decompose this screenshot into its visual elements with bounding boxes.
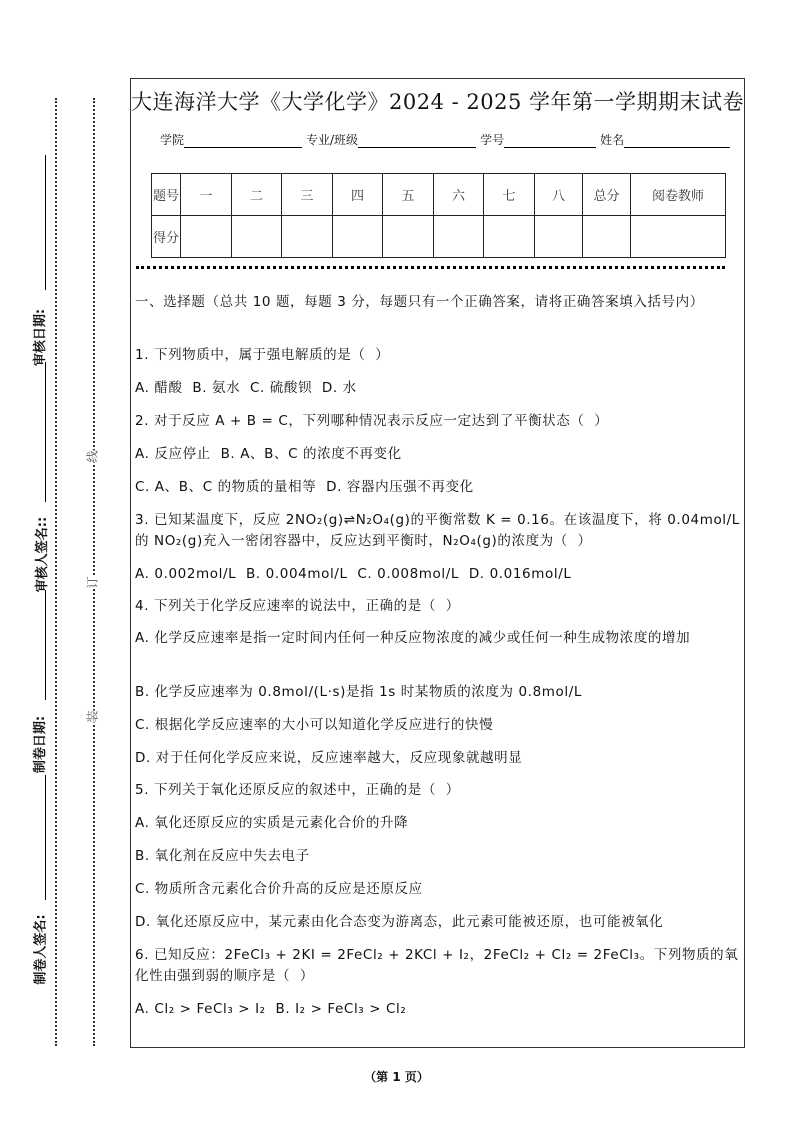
question-5-option-d: D. 氧化还原反应中，某元素由化合态变为游离态，此元素可能被还原，也可能被氧化 xyxy=(135,914,664,930)
question-4-option-d: D. 对于任何化学反应来说，反应速率越大，反应现象就越明显 xyxy=(135,750,523,766)
question-5-option-b: B. 氧化剂在反应中失去电子 xyxy=(135,848,310,864)
score-cell[interactable] xyxy=(333,216,383,258)
question-4-option-b: B. 化学反应速率为 0.8mol/(L·s)是指 1s 时某物质的浓度为 0.8mol/L xyxy=(135,684,582,700)
make-date-label: 制卷日期: xyxy=(33,715,49,774)
row-label: 得分 xyxy=(152,216,181,258)
question-1-options: A. 醋酸 B. 氨水 C. 硫酸钡 D. 水 xyxy=(135,380,357,396)
student-info xyxy=(160,131,734,148)
table-row xyxy=(152,174,726,216)
header-cell: 五 xyxy=(383,174,434,216)
name-field[interactable] xyxy=(624,133,730,148)
reviewer-sign-label: 审核人签名:: xyxy=(35,516,51,593)
question-6-options: A. Cl₂ > FeCl₃ > I₂ B. I₂ > FeCl₃ > Cl₂ xyxy=(135,1001,407,1017)
question-3: 3. 已知某温度下，反应 2NO₂(g)⇌N₂O₄(g)的平衡常数 K = 0.16。在该温度下，将 0.04mol/L 的 NO₂(g)充入一密闭容器中，反应达到平衡时，N₂O₄(g)的浓度为（ ） xyxy=(135,512,745,549)
college-field[interactable] xyxy=(184,133,302,148)
question-4-option-c: C. 根据化学反应速率的大小可以知道化学反应进行的快慢 xyxy=(135,717,494,733)
question-5-option-c: C. 物质所含元素化合价升高的反应是还原反应 xyxy=(135,881,423,897)
score-table xyxy=(151,173,726,258)
score-cell[interactable] xyxy=(484,216,535,258)
divider xyxy=(136,266,725,269)
reviewer-sign-blank xyxy=(45,362,46,502)
header-cell: 二 xyxy=(232,174,282,216)
question-5-option-a: A. 氧化还原反应的实质是元素化合价的升降 xyxy=(135,815,409,831)
question-2: 2. 对于反应 A + B = C，下列哪种情况表示反应一定达到了平衡状态（ ） xyxy=(135,413,609,429)
question-6: 6. 已知反应：2FeCl₃ + 2KI = 2FeCl₂ + 2KCl + I₂，2FeCl₂ + Cl₂ = 2FeCl₃。下列物质的氧化性由强到弱的顺序是（ ） xyxy=(135,947,739,984)
header-cell: 七 xyxy=(484,174,535,216)
question-5: 5. 下列关于氧化还原反应的叙述中，正确的是（ ） xyxy=(135,782,460,798)
question-4-option-a: A. 化学反应速率是指一定时间内任何一种反应物浓度的减少或任何一种生成物浓度的增加 xyxy=(135,630,691,646)
score-cell[interactable] xyxy=(181,216,232,258)
maker-sign-blank xyxy=(45,775,46,900)
score-cell[interactable] xyxy=(434,216,484,258)
student-id-label: 学号 xyxy=(480,133,505,147)
maker-sign-label: 制卷人签名: xyxy=(33,914,49,985)
page-number: （第 1 页） xyxy=(364,1070,429,1084)
major-label: 专业/班级 xyxy=(306,133,359,147)
binding-char-bind: 装 xyxy=(82,710,103,722)
header-cell: 一 xyxy=(181,174,232,216)
score-cell[interactable] xyxy=(535,216,583,258)
table-row xyxy=(152,216,726,258)
seal-line-inner xyxy=(93,98,95,1046)
student-id-field[interactable] xyxy=(504,133,596,148)
question-2-options-ab: A. 反应停止 B. A、B、C 的浓度不再变化 xyxy=(135,446,402,462)
review-date-label: 审核日期: xyxy=(33,308,49,367)
name-label: 姓名 xyxy=(600,133,625,147)
score-cell[interactable] xyxy=(583,216,631,258)
score-cell[interactable] xyxy=(383,216,434,258)
review-date-blank xyxy=(45,155,46,290)
binding-char-staple: 订 xyxy=(82,576,103,588)
question-1: 1. 下列物质中，属于强电解质的是（ ） xyxy=(135,347,390,363)
exam-title: 大连海洋大学《大学化学》2024 - 2025 学年第一学期期末试卷 xyxy=(130,90,744,114)
header-cell: 阅卷教师 xyxy=(631,174,726,216)
binding-char-line: 线 xyxy=(82,450,103,462)
section-heading: 一、选择题（总共 10 题，每题 3 分，每题只有一个正确答案，请将正确答案填入括号内） xyxy=(135,294,704,310)
seal-line-outer xyxy=(55,98,57,1046)
question-2-options-cd: C. A、B、C 的物质的量相等 D. 容器内压强不再变化 xyxy=(135,479,474,495)
make-date-blank xyxy=(45,590,46,700)
major-field[interactable] xyxy=(358,133,476,148)
college-label: 学院 xyxy=(160,133,185,147)
header-cell: 总分 xyxy=(583,174,631,216)
header-cell: 题号 xyxy=(152,174,181,216)
header-cell: 八 xyxy=(535,174,583,216)
score-cell[interactable] xyxy=(232,216,282,258)
header-cell: 六 xyxy=(434,174,484,216)
question-4: 4. 下列关于化学反应速率的说法中，正确的是（ ） xyxy=(135,598,460,614)
header-cell: 四 xyxy=(333,174,383,216)
score-cell[interactable] xyxy=(631,216,726,258)
header-cell: 三 xyxy=(282,174,333,216)
question-3-options: A. 0.002mol/L B. 0.004mol/L C. 0.008mol/L D. 0.016mol/L xyxy=(135,566,572,582)
score-cell[interactable] xyxy=(282,216,333,258)
